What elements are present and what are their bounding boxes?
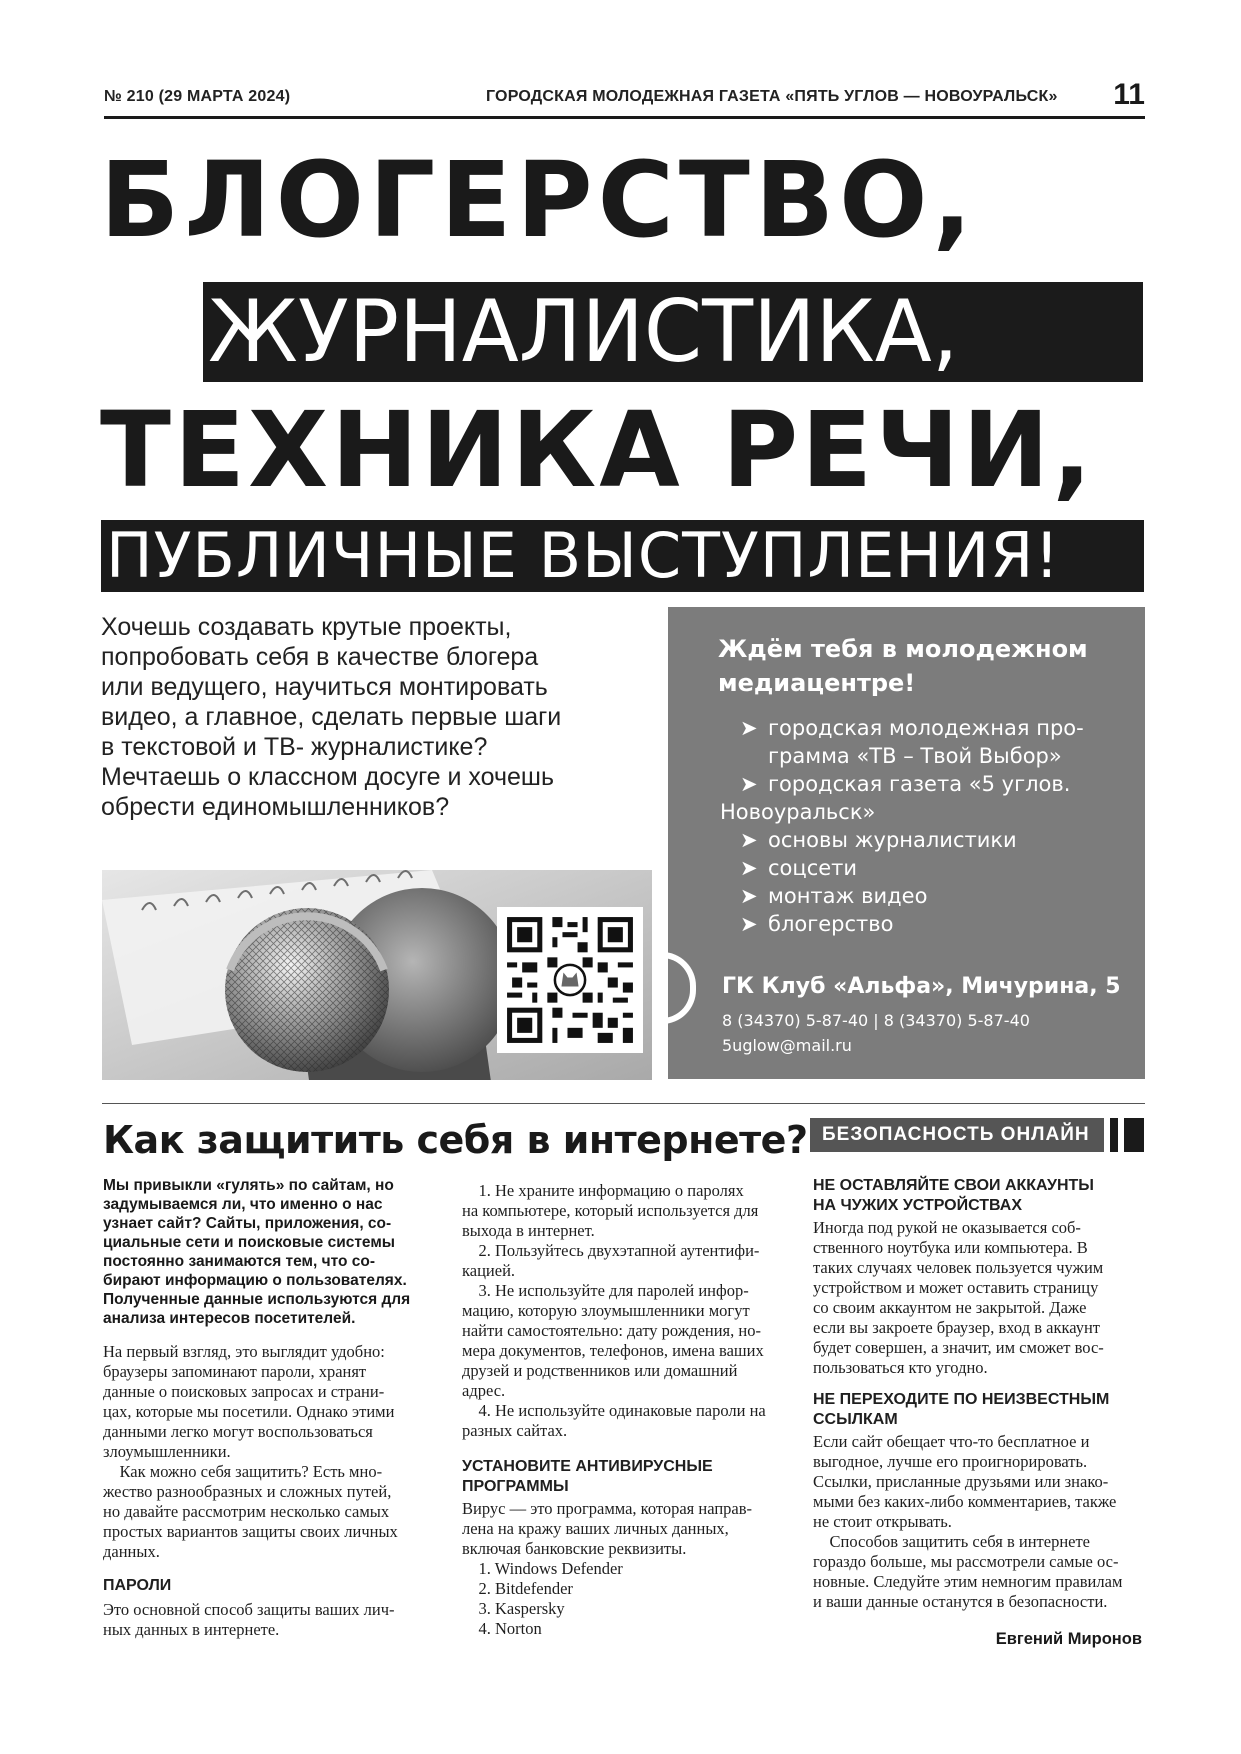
text-line: если вы закроете браузер, вход в аккаунт	[813, 1318, 1101, 1337]
section-divider	[102, 1103, 1145, 1104]
activities-list	[720, 714, 1130, 938]
intro-line: Мечтаешь о классном досуге и хочешь	[101, 763, 555, 791]
subheading-accounts: НЕ ОСТАВЛЯЙТЕ СВОИ АККАУНТЫ НА ЧУЖИХ УСТРОЙСТВАХ	[813, 1177, 1094, 1214]
subheading-links: НЕ ПЕРЕХОДИТЕ ПО НЕИЗВЕСТНЫМ ССЫЛКАМ	[813, 1391, 1110, 1428]
badge-bar	[1124, 1118, 1144, 1152]
text-line: адрес.	[462, 1381, 506, 1400]
list-item-continued: грамма «ТВ – Твой Выбор»	[768, 744, 1062, 768]
intro-line: обрести единомышленников?	[101, 793, 450, 821]
text-line: данные о поисковых запросах и страни-	[103, 1382, 385, 1401]
headline-line-1: БЛОГЕРСТВО,	[100, 139, 978, 261]
issue-number: № 210 (29 МАРТА 2024)	[104, 88, 291, 105]
article-column-1	[103, 1342, 433, 1640]
text-line: мера документов, телефонов, имена ваших	[462, 1341, 764, 1360]
text-line: выхода в интернет.	[462, 1221, 595, 1240]
text-line: Вирус — это программа, которая направ-	[462, 1499, 753, 1518]
text-line: со своим аккаунтом не закрытой. Даже	[813, 1298, 1087, 1317]
text-line: но давайте рассмотрим несколько самых	[103, 1502, 390, 1521]
intro-line: или ведущего, научиться монтировать	[101, 673, 548, 701]
arrow-bullet-icon: ➤	[740, 772, 758, 796]
phone-numbers[interactable]: 8 (34370) 5-87-40 | 8 (34370) 5-87-40	[722, 1011, 1030, 1030]
article-title: Как защитить себя в интернете?	[103, 1118, 808, 1162]
text-line: мацию, которую злоумышленники могут	[462, 1301, 750, 1320]
headline-line-2: ЖУРНАЛИСТИКА,	[208, 282, 959, 382]
text-line: новные. Следуйте этим немногим правилам	[813, 1572, 1123, 1591]
panel-title	[718, 632, 1088, 700]
article-author: Евгений Миронов	[995, 1630, 1142, 1648]
text-line: не стоит открывать.	[813, 1512, 952, 1531]
text-line: 2. Пользуйтесь двухэтапной аутентифи-	[462, 1241, 760, 1260]
subheading-antivirus: УСТАНОВИТЕ АНТИВИРУСНЫЕ ПРОГРАММЫ	[462, 1458, 713, 1495]
text-line: жество разнообразных и сложных путей,	[103, 1482, 392, 1501]
list-item: 1. Windows Defender	[462, 1559, 623, 1578]
section-badge: БЕЗОПАСНОСТЬ ОНЛАЙН	[810, 1118, 1104, 1152]
list-item: ➤ соцсети	[740, 856, 858, 880]
list-item-continued: Новоуральск»	[720, 800, 876, 824]
qr-code[interactable]	[497, 907, 643, 1053]
lead-line: постоянно занимаются тем, что со-	[103, 1253, 376, 1270]
text-line: разных сайтах.	[462, 1421, 568, 1440]
text-line: простых вариантов защиты своих личных	[103, 1522, 398, 1541]
text-line: ных данных в интернете.	[103, 1620, 280, 1639]
text-line: таких случаях человек пользуется чужим	[813, 1258, 1104, 1277]
intro-text	[101, 612, 661, 822]
list-item: ➤ блогерство	[740, 912, 894, 936]
text-line: лена на кражу ваших личных данных,	[462, 1519, 729, 1538]
text-line: друзей и родственников или домашний	[462, 1361, 738, 1380]
text-line: Как можно себя защитить? Есть мно-	[103, 1462, 383, 1481]
page-number: 11	[1113, 78, 1145, 111]
text-line: цах, которые мы посетили. Однако этими	[103, 1402, 395, 1421]
arrow-bullet-icon: ➤	[740, 716, 758, 740]
lead-line: бирают информацию о пользователях.	[103, 1272, 407, 1289]
list-item: 3. Kaspersky	[462, 1599, 565, 1618]
text-line: Способов защитить себя в интернете	[813, 1532, 1091, 1551]
panel-title-line: медиацентре!	[718, 669, 916, 697]
lead-line: циальные сети и поисковые системы	[103, 1234, 396, 1251]
club-address: ГК Клуб «Альфа», Мичурина, 5	[722, 974, 1121, 999]
article-column-3	[813, 1176, 1148, 1612]
intro-line: видео, а главное, сделать первые шаги	[101, 703, 562, 731]
text-line: устройством и может оставить страницу	[813, 1278, 1099, 1297]
text-line: Если сайт обещает что-то бесплатное и	[813, 1432, 1090, 1451]
list-item: ➤ монтаж видео	[740, 884, 928, 908]
text-line: мыми без каких-либо комментариев, также	[813, 1492, 1117, 1511]
text-line: и ваши данные останутся в безопасности.	[813, 1592, 1108, 1611]
text-line: на компьютере, который используется для	[462, 1201, 759, 1220]
email-link[interactable]: 5uglow@mail.ru	[722, 1036, 852, 1055]
text-line: 1. Не храните информацию о паролях	[462, 1181, 744, 1200]
text-line: Иногда под рукой не оказывается соб-	[813, 1218, 1081, 1237]
article-column-2	[462, 1181, 792, 1639]
lead-line: узнает сайт? Сайты, приложения, со-	[103, 1215, 392, 1232]
headline-line-4: ПУБЛИЧНЫЕ ВЫСТУПЛЕНИЯ!	[106, 519, 1061, 592]
subheading-passwords: ПАРОЛИ	[103, 1577, 172, 1594]
text-line: 4. Не используйте одинаковые пароли на	[462, 1401, 766, 1420]
text-line: выгодное, лучше его проигнорировать.	[813, 1452, 1088, 1471]
arrow-bullet-icon: ➤	[740, 828, 758, 852]
arrow-bullet-icon: ➤	[740, 884, 758, 908]
text-line: данных.	[103, 1542, 160, 1561]
text-line: браузеры запоминают пароли, хранят	[103, 1362, 367, 1381]
lead-line: Полученные данные используются для	[103, 1291, 411, 1308]
list-item: ➤ городская газета «5 углов.	[740, 772, 1071, 796]
list-item: ➤ основы журналистики	[740, 828, 1017, 852]
text-line: злоумышленники.	[103, 1442, 231, 1461]
arrow-bullet-icon: ➤	[740, 912, 758, 936]
badge-bar	[1110, 1118, 1118, 1152]
text-line: Ссылки, присланные друзьями или знако-	[813, 1472, 1109, 1491]
text-line: ственного ноутбука или компьютера. В	[813, 1238, 1088, 1257]
text-line: На первый взгляд, это выглядит удобно:	[103, 1342, 385, 1361]
text-line: кацией.	[462, 1261, 516, 1280]
text-line: Это основной способ защиты ваших лич-	[103, 1600, 395, 1619]
lead-line: Мы привыкли «гулять» по сайтам, но	[103, 1177, 394, 1194]
lead-line: задумываемся ли, что именно о нас	[103, 1196, 383, 1213]
list-item: 2. Bitdefender	[462, 1579, 573, 1598]
intro-line: попробовать себя в качестве блогера	[101, 643, 539, 671]
panel-title-line: Ждём тебя в молодежном	[718, 635, 1088, 663]
header-divider	[104, 116, 1145, 119]
article-lead	[103, 1176, 433, 1328]
text-line: 3. Не используйте для паролей инфор-	[462, 1281, 749, 1300]
text-line: данными легко могут воспользоваться	[103, 1422, 373, 1441]
headline-line-3: ТЕХНИКА РЕЧИ,	[100, 389, 1095, 511]
text-line: включая банковские реквизиты.	[462, 1539, 687, 1558]
list-item: 4. Norton	[462, 1619, 542, 1638]
text-line: пользоваться кто угодно.	[813, 1358, 988, 1377]
qr-code-icon	[497, 907, 643, 1053]
arrow-bullet-icon: ➤	[740, 856, 758, 880]
text-line: будет совершен, а значит, им сможет вос-	[813, 1338, 1104, 1357]
intro-line: Хочешь создавать крутые проекты,	[101, 613, 512, 641]
newspaper-name: ГОРОДСКАЯ МОЛОДЕЖНАЯ ГАЗЕТА «ПЯТЬ УГЛОВ — НОВОУРАЛЬСК»	[486, 88, 1058, 105]
text-line: найти самостоятельно: дату рождения, но-	[462, 1321, 761, 1340]
lead-line: анализа интересов посетителей.	[103, 1310, 356, 1327]
contacts	[722, 1008, 1030, 1058]
list-item: ➤ городская молодежная про-	[740, 716, 1084, 740]
intro-line: в текстовой и ТВ- журналистике?	[101, 733, 488, 761]
text-line: гораздо больше, мы рассмотрели самые ос-	[813, 1552, 1119, 1571]
